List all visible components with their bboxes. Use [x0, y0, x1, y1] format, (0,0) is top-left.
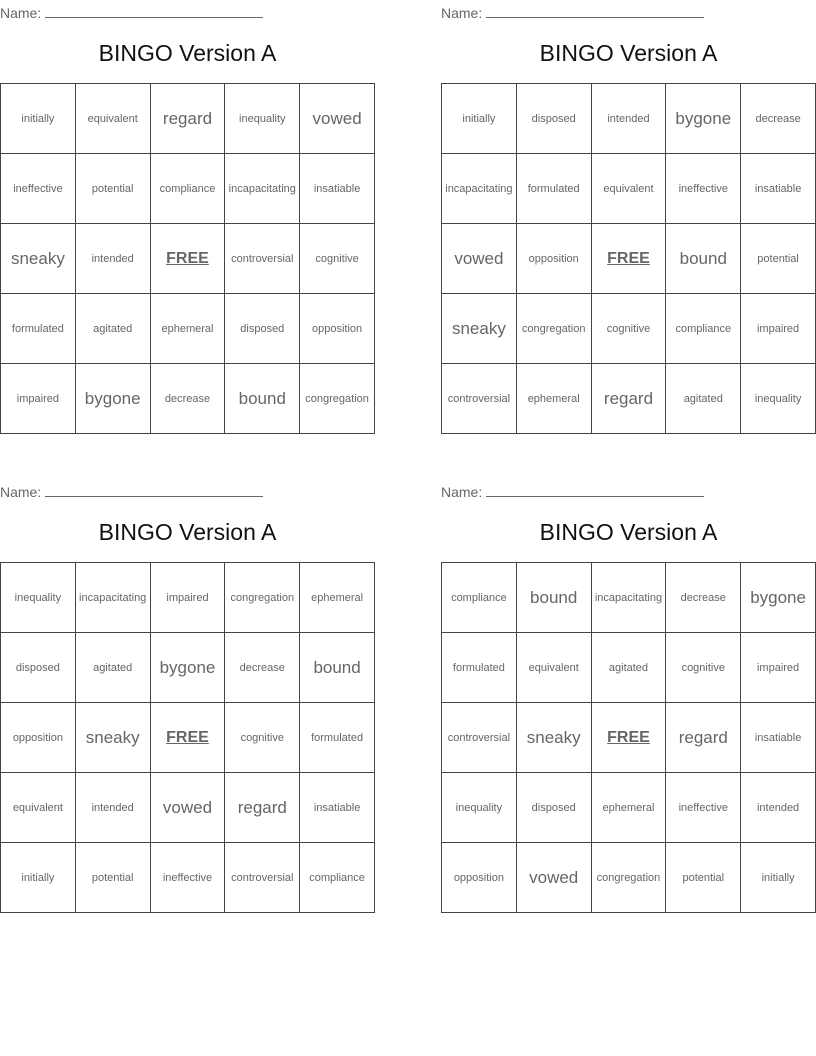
grid-cell[interactable]: insatiable — [741, 154, 816, 224]
grid-cell[interactable]: equivalent — [591, 154, 666, 224]
grid-cell[interactable]: incapacitating — [442, 154, 517, 224]
grid-cell[interactable]: regard — [150, 84, 225, 154]
grid-row — [442, 364, 816, 434]
grid-cell[interactable]: disposed — [225, 294, 300, 364]
grid-cell[interactable]: incapacitating — [591, 563, 666, 633]
grid-cell[interactable]: cognitive — [300, 224, 375, 294]
grid-row — [442, 224, 816, 294]
grid-cell[interactable]: controversial — [442, 364, 517, 434]
grid-cell[interactable]: disposed — [1, 633, 76, 703]
grid-cell[interactable]: formulated — [300, 703, 375, 773]
grid-cell[interactable]: agitated — [75, 633, 150, 703]
grid-cell[interactable]: opposition — [1, 703, 76, 773]
name-label: Name: — [0, 5, 42, 21]
grid-row — [1, 843, 375, 913]
grid-cell[interactable]: compliance — [150, 154, 225, 224]
grid-cell[interactable]: agitated — [666, 364, 741, 434]
grid-row — [442, 294, 816, 364]
grid-row — [1, 773, 375, 843]
grid-cell[interactable]: ineffective — [1, 154, 76, 224]
grid-cell[interactable]: disposed — [516, 773, 591, 843]
grid-cell[interactable]: impaired — [150, 563, 225, 633]
grid-cell[interactable]: congregation — [591, 843, 666, 913]
card-title: BINGO Version A — [539, 40, 718, 66]
grid-cell[interactable]: sneaky — [442, 294, 517, 364]
card-title: BINGO Version A — [539, 519, 718, 545]
grid-cell[interactable]: opposition — [516, 224, 591, 294]
grid-row — [442, 154, 816, 224]
grid-cell[interactable]: inequality — [442, 773, 517, 843]
name-field[interactable] — [441, 482, 704, 500]
bingo-grid — [441, 83, 816, 434]
grid-cell[interactable]: opposition — [300, 294, 375, 364]
grid-cell[interactable]: ineffective — [150, 843, 225, 913]
name-field[interactable] — [0, 3, 263, 21]
grid-row — [442, 633, 816, 703]
grid-cell[interactable]: formulated — [516, 154, 591, 224]
grid-cell[interactable]: sneaky — [516, 703, 591, 773]
grid-cell[interactable]: agitated — [75, 294, 150, 364]
grid-cell[interactable]: bound — [300, 633, 375, 703]
grid-cell[interactable]: intended — [75, 773, 150, 843]
grid-cell[interactable]: compliance — [300, 843, 375, 913]
grid-cell[interactable]: potential — [666, 843, 741, 913]
grid-row — [442, 843, 816, 913]
grid-cell[interactable]: cognitive — [225, 703, 300, 773]
grid-cell[interactable]: regard — [666, 703, 741, 773]
grid-row — [442, 703, 816, 773]
name-field[interactable] — [441, 3, 704, 21]
grid-cell[interactable]: disposed — [516, 84, 591, 154]
grid-cell[interactable]: inequality — [225, 84, 300, 154]
grid-row — [442, 773, 816, 843]
grid-row — [442, 84, 816, 154]
grid-row — [1, 224, 375, 294]
card-title: BINGO Version A — [98, 519, 277, 545]
grid-cell[interactable]: compliance — [666, 294, 741, 364]
grid-cell[interactable]: controversial — [225, 843, 300, 913]
grid-cell[interactable]: potential — [741, 224, 816, 294]
grid-row — [1, 563, 375, 633]
grid-cell[interactable]: bound — [225, 364, 300, 434]
bingo-grid — [441, 562, 816, 913]
grid-cell[interactable]: equivalent — [75, 84, 150, 154]
grid-cell[interactable]: initially — [741, 843, 816, 913]
grid-cell[interactable]: ephemeral — [591, 773, 666, 843]
grid-cell[interactable]: incapacitating — [75, 563, 150, 633]
free-space[interactable]: FREE — [150, 224, 225, 294]
grid-cell[interactable]: sneaky — [75, 703, 150, 773]
grid-row — [1, 84, 375, 154]
grid-cell[interactable]: decrease — [150, 364, 225, 434]
grid-row — [1, 364, 375, 434]
grid-cell[interactable]: cognitive — [591, 294, 666, 364]
grid-cell[interactable]: vowed — [150, 773, 225, 843]
name-label: Name: — [441, 484, 483, 500]
name-label: Name: — [441, 5, 483, 21]
grid-cell[interactable]: congregation — [300, 364, 375, 434]
grid-cell[interactable]: equivalent — [1, 773, 76, 843]
grid-cell[interactable]: congregation — [516, 294, 591, 364]
grid-cell[interactable]: opposition — [442, 843, 517, 913]
name-blank[interactable] — [486, 3, 704, 18]
grid-cell[interactable]: cognitive — [666, 633, 741, 703]
grid-cell[interactable]: vowed — [516, 843, 591, 913]
grid-cell[interactable]: insatiable — [300, 773, 375, 843]
grid-cell[interactable]: formulated — [1, 294, 76, 364]
grid-cell[interactable]: initially — [442, 84, 517, 154]
grid-cell[interactable]: ephemeral — [150, 294, 225, 364]
grid-cell[interactable]: bygone — [75, 364, 150, 434]
grid-cell[interactable]: bygone — [666, 84, 741, 154]
grid-row — [1, 294, 375, 364]
grid-cell[interactable]: intended — [741, 773, 816, 843]
grid-cell[interactable]: vowed — [300, 84, 375, 154]
grid-cell[interactable]: sneaky — [1, 224, 76, 294]
card-title: BINGO Version A — [98, 40, 277, 66]
grid-cell[interactable]: ineffective — [666, 773, 741, 843]
free-space[interactable]: FREE — [591, 224, 666, 294]
grid-cell[interactable]: incapacitating — [225, 154, 300, 224]
grid-cell[interactable]: insatiable — [741, 703, 816, 773]
grid-cell[interactable]: regard — [591, 364, 666, 434]
grid-cell[interactable]: insatiable — [300, 154, 375, 224]
grid-cell[interactable]: bygone — [741, 563, 816, 633]
grid-cell[interactable]: inequality — [1, 563, 76, 633]
name-field[interactable] — [0, 482, 263, 500]
grid-cell[interactable]: ephemeral — [300, 563, 375, 633]
grid-cell[interactable]: compliance — [442, 563, 517, 633]
grid-cell[interactable]: equivalent — [516, 633, 591, 703]
free-space[interactable]: FREE — [591, 703, 666, 773]
grid-row — [1, 154, 375, 224]
grid-cell[interactable]: intended — [591, 84, 666, 154]
grid-cell[interactable]: potential — [75, 154, 150, 224]
bingo-grid — [0, 83, 375, 434]
grid-cell[interactable]: decrease — [225, 633, 300, 703]
grid-cell[interactable]: decrease — [741, 84, 816, 154]
grid-cell[interactable]: bygone — [150, 633, 225, 703]
grid-cell[interactable]: formulated — [442, 633, 517, 703]
name-blank[interactable] — [486, 482, 704, 497]
grid-cell[interactable]: controversial — [442, 703, 517, 773]
grid-cell[interactable]: ephemeral — [516, 364, 591, 434]
grid-cell[interactable]: initially — [1, 843, 76, 913]
grid-cell[interactable]: regard — [225, 773, 300, 843]
bingo-grid — [0, 562, 375, 913]
grid-cell[interactable]: potential — [75, 843, 150, 913]
grid-row — [442, 563, 816, 633]
name-label: Name: — [0, 484, 42, 500]
grid-cell[interactable]: impaired — [1, 364, 76, 434]
free-space[interactable]: FREE — [150, 703, 225, 773]
name-blank[interactable] — [45, 3, 263, 18]
grid-cell[interactable]: controversial — [225, 224, 300, 294]
grid-cell[interactable]: initially — [1, 84, 76, 154]
grid-cell[interactable]: bound — [666, 224, 741, 294]
grid-cell[interactable]: impaired — [741, 294, 816, 364]
grid-cell[interactable]: bound — [516, 563, 591, 633]
grid-cell[interactable]: impaired — [741, 633, 816, 703]
grid-cell[interactable]: congregation — [225, 563, 300, 633]
grid-row — [1, 703, 375, 773]
grid-cell[interactable]: agitated — [591, 633, 666, 703]
grid-cell[interactable]: vowed — [442, 224, 517, 294]
grid-cell[interactable]: decrease — [666, 563, 741, 633]
grid-cell[interactable]: ineffective — [666, 154, 741, 224]
grid-row — [1, 633, 375, 703]
grid-cell[interactable]: intended — [75, 224, 150, 294]
name-blank[interactable] — [45, 482, 263, 497]
grid-cell[interactable]: inequality — [741, 364, 816, 434]
